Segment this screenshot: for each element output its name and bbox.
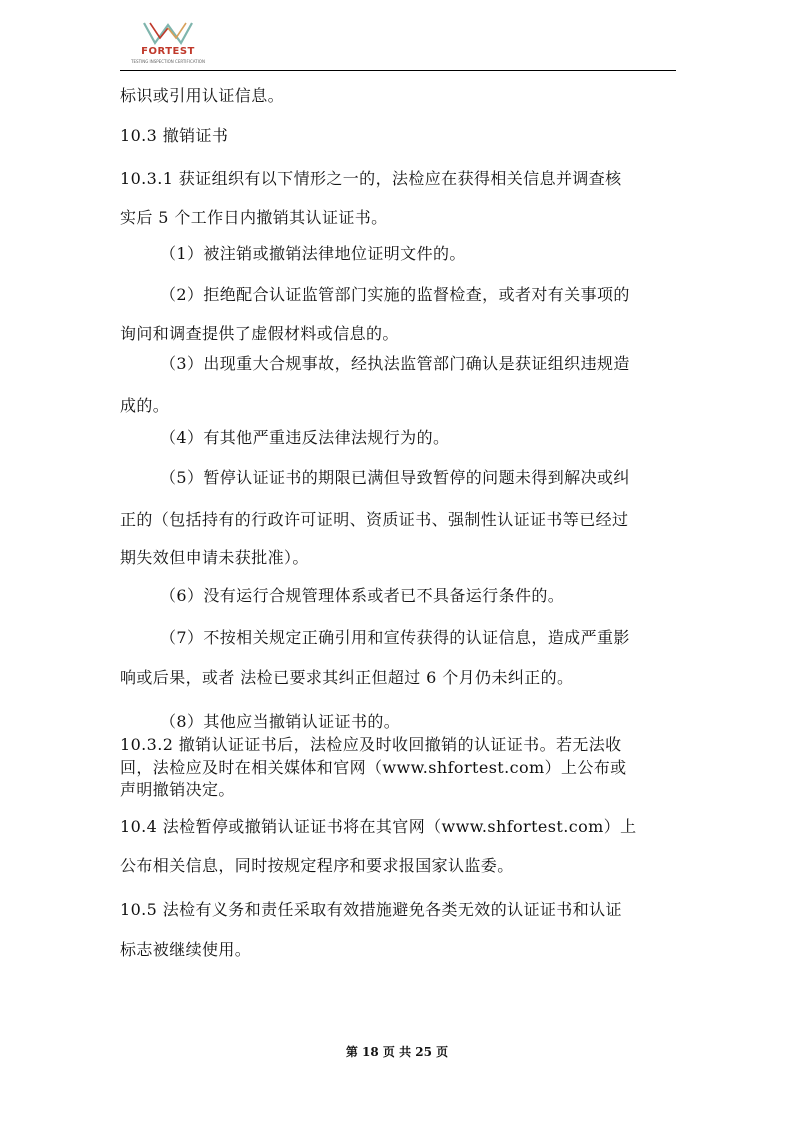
company-logo <box>120 20 216 66</box>
body-line-4: 实后 5 个工作日内撤销其认证证书。 <box>120 208 388 227</box>
fortest-logo-icon <box>142 20 194 46</box>
page-number: 第 18 页 共 25 页 <box>345 1045 449 1059</box>
body-line-18: 10.3.2 撤销认证证书后，法检应及时收回撤销的认证证书。若无法收 <box>120 735 622 754</box>
list-item-3: （3）出现重大合规事故，经执法监管部门确认是获证组织违规造 <box>160 354 630 373</box>
list-item-1: （1）被注销或撤销法律地位证明文件的。 <box>160 244 466 263</box>
logo-tagline: TESTING INSPECTION CERTIFICATION <box>131 59 205 64</box>
header-rule <box>120 70 676 71</box>
list-item-7-cont: 响或后果，或者 法检已要求其纠正但超过 6 个月仍未纠正的。 <box>120 668 574 687</box>
list-item-5-cont-2: 期失效但申请未获批准）。 <box>120 548 309 567</box>
list-item-7: （7）不按相关规定正确引用和宣传获得的认证信息，造成严重影 <box>160 628 630 647</box>
section-10-4-cont: 公布相关信息，同时按规定程序和要求报国家认监委。 <box>120 856 514 875</box>
section-heading-10-3: 10.3 撤销证书 <box>120 126 229 145</box>
section-10-5-cont: 标志被继续使用。 <box>120 940 252 959</box>
list-item-5-cont-1: 正的（包括持有的行政许可证明、资质证书、强制性认证证书等已经过 <box>120 510 629 529</box>
list-item-4: （4）有其他严重违反法律法规行为的。 <box>160 428 450 447</box>
list-item-2-cont: 询问和调查提供了虚假材料或信息的。 <box>120 324 399 343</box>
body-line-3: 10.3.1 获证组织有以下情形之一的，法检应在获得相关信息并调查核 <box>120 169 622 188</box>
section-10-4: 10.4 法检暂停或撤销认证证书将在其官网（www.shfortest.com）上 <box>120 817 637 836</box>
list-item-2: （2）拒绝配合认证监管部门实施的监督检查，或者对有关事项的 <box>160 285 630 304</box>
list-item-5: （5）暂停认证证书的期限已满但导致暂停的问题未得到解决或纠 <box>160 468 630 487</box>
list-item-8: （8）其他应当撤销认证证书的。 <box>160 712 401 731</box>
body-line-19: 回，法检应及时在相关媒体和官网（www.shfortest.com）上公布或 <box>120 758 627 777</box>
section-10-5: 10.5 法检有义务和责任采取有效措施避免各类无效的认证证书和认证 <box>120 900 622 919</box>
list-item-6: （6）没有运行合规管理体系或者已不具备运行条件的。 <box>160 586 565 605</box>
body-line-1: 标识或引用认证信息。 <box>120 86 285 105</box>
logo-brand-name: FORTEST <box>141 46 195 57</box>
list-item-3-cont: 成的。 <box>120 396 170 415</box>
body-line-20: 声明撤销决定。 <box>120 780 235 799</box>
